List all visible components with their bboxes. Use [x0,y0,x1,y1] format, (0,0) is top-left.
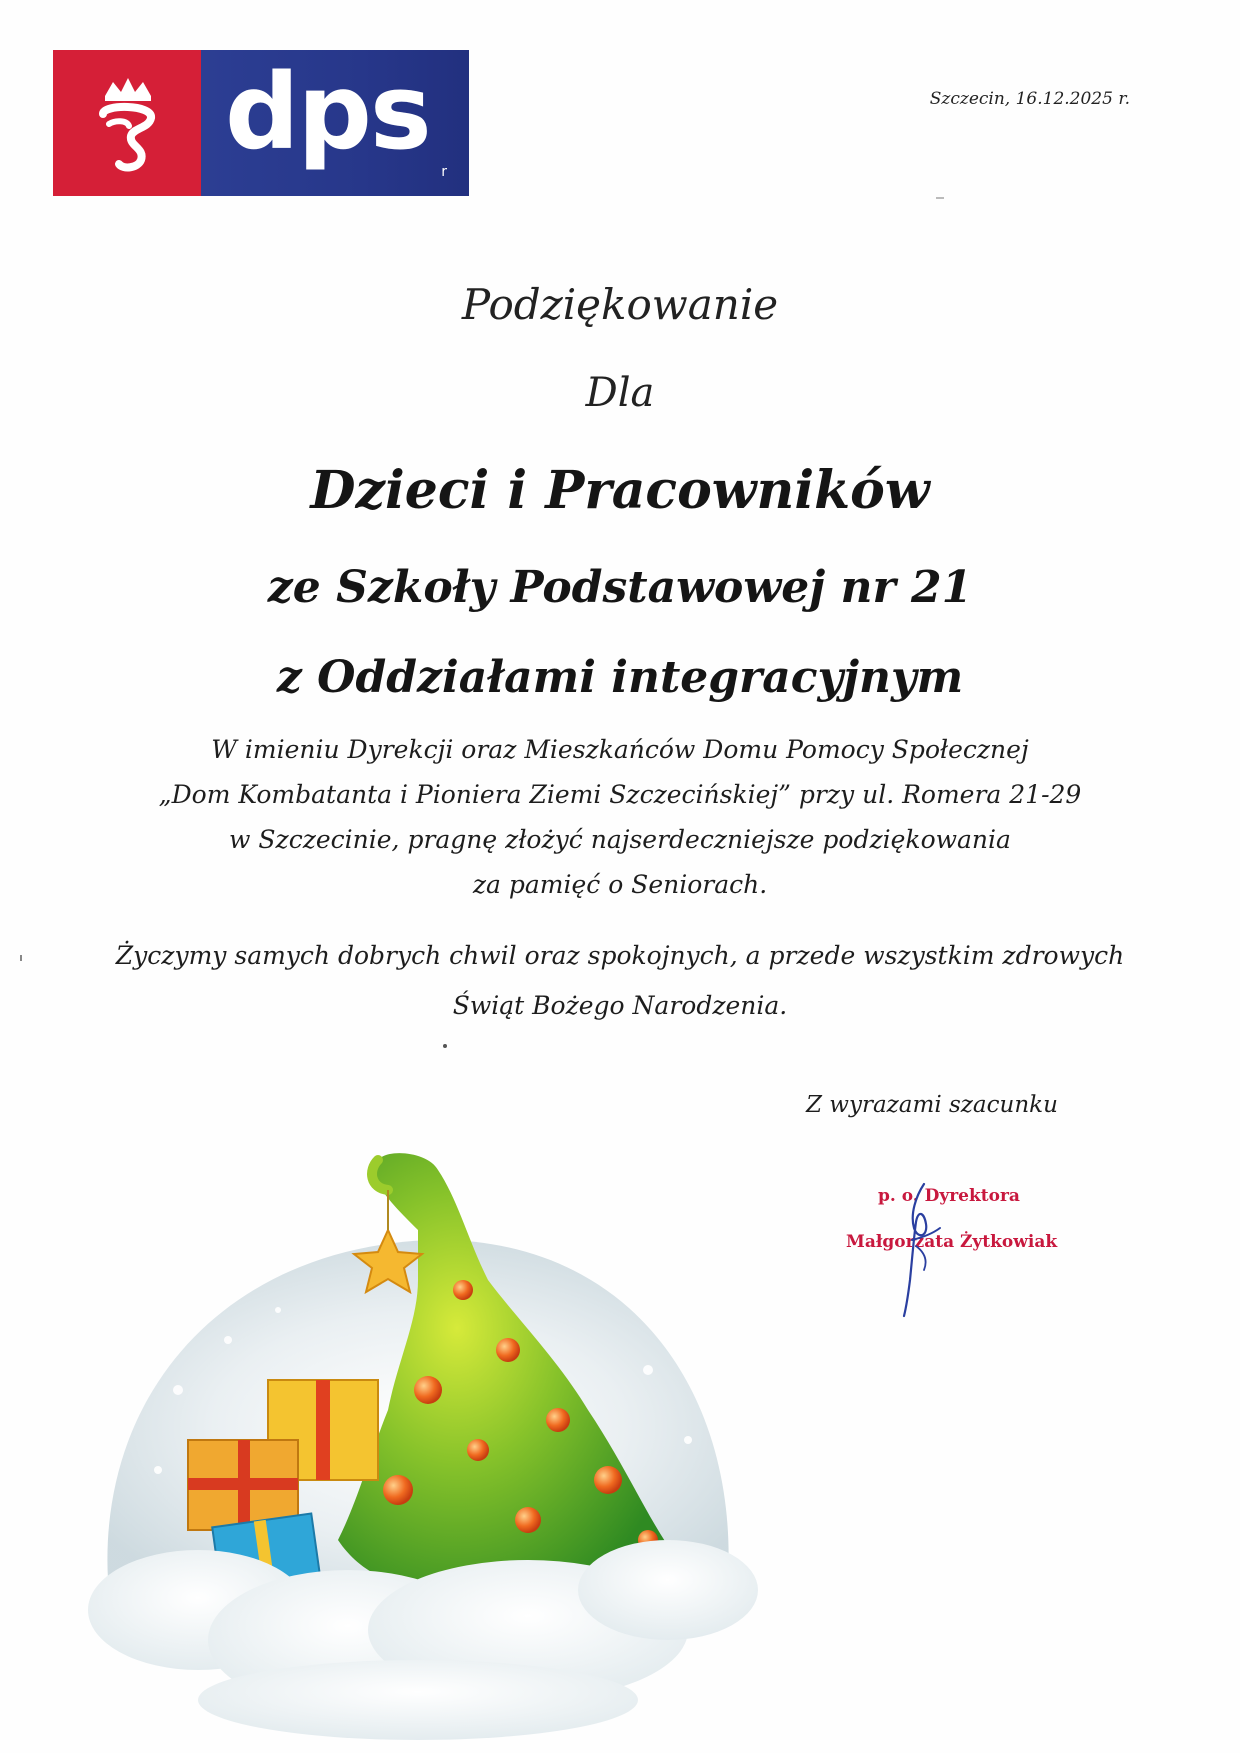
thanks-paragraph [60,727,1180,907]
scan-mark [443,1044,447,1048]
dedication-word: Dla [585,370,655,416]
christmas-tree-illustration [88,1140,768,1740]
stamp-name: Małgorzata Żytkowiak [846,1232,1058,1252]
handwritten-signature [820,1180,1080,1320]
division-heading: z Oddziałami integracyjnym [276,652,964,703]
closing-phrase: Z wyrazami szacunku [806,1092,1058,1118]
wishes-paragraph [60,931,1180,1031]
letter-date: Szczecin, 16.12.2025 r. [929,89,1130,109]
logo-wordmark-panel [201,50,469,196]
crown-emblem-icon [83,74,173,174]
letter-title: Podziękowanie [461,280,779,329]
paragraph-line: w Szczecinie, pragnę złożyć najserdeczniejsze podziękowania [229,825,1011,854]
logo-wordmark: dps [225,51,430,173]
paragraph-line: W imieniu Dyrekcji oraz Mieszkańców Domu Pomocy Społecznej [211,735,1029,764]
recipients-heading: Dzieci i Pracowników [310,460,930,521]
scan-mark [936,197,944,199]
scan-mark [20,955,22,961]
paragraph-line: „Dom Kombatanta i Pioniera Ziemi Szczecińskiej” przy ul. Romera 21-29 [158,780,1082,809]
paragraph-line: za pamięć o Seniorach. [472,870,768,899]
stamp-title: p. o. Dyrektora [878,1186,1020,1206]
school-heading: ze Szkoły Podstawowej nr 21 [267,562,973,613]
paragraph-line: Świąt Bożego Narodzenia. [452,991,788,1020]
logo-registered-mark: r [441,164,447,180]
dps-logo [53,50,469,196]
signature-stamp [820,1180,1080,1320]
logo-emblem-panel [53,50,201,196]
paragraph-line: Życzymy samych dobrych chwil oraz spokojnych, a przede wszystkim zdrowych [115,941,1125,970]
